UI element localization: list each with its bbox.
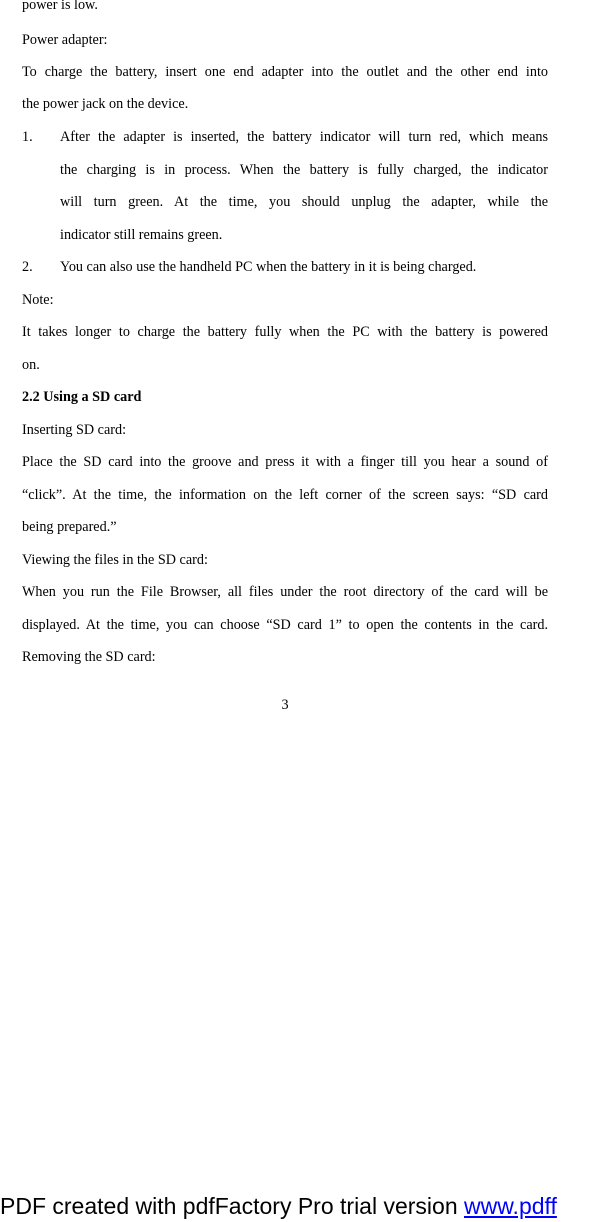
text-line: being prepared.” bbox=[22, 519, 117, 535]
text-line: Note: bbox=[22, 292, 54, 308]
text-line: Place the SD card into the groove and press it with a finger till you hear a sound of bbox=[22, 454, 548, 470]
section-heading: 2.2 Using a SD card bbox=[22, 389, 142, 405]
list-item-text: the charging is in process. When the battery is fully charged, the indicator bbox=[60, 162, 548, 178]
text-line: It takes longer to charge the battery fully when the PC with the battery is powered bbox=[22, 324, 548, 340]
text-line: To charge the battery, insert one end adapter into the outlet and the other end into bbox=[22, 64, 548, 80]
text-line: “click”. At the time, the information on the left corner of the screen says: “SD card bbox=[22, 487, 548, 503]
list-item-text: indicator still remains green. bbox=[60, 227, 223, 243]
text-line: Viewing the files in the SD card: bbox=[22, 552, 208, 568]
page-number: 3 bbox=[281, 697, 289, 713]
text-line: Inserting SD card: bbox=[22, 422, 127, 438]
text-line: When you run the File Browser, all files under the root directory of the card will be bbox=[22, 584, 548, 600]
text-line: power is low. bbox=[22, 0, 98, 13]
text-line: on. bbox=[22, 357, 40, 373]
list-number: 2. bbox=[22, 259, 33, 275]
list-item-text: You can also use the handheld PC when the battery in it is being charged. bbox=[60, 259, 477, 275]
list-item-text: After the adapter is inserted, the battery indicator will turn red, which means bbox=[60, 129, 548, 145]
footer-link[interactable]: www.pdff bbox=[464, 1193, 557, 1219]
list-item-text: will turn green. At the time, you should unplug the adapter, while the bbox=[60, 194, 548, 210]
text-line: the power jack on the device. bbox=[22, 96, 189, 112]
pdf-footer-banner bbox=[0, 1191, 608, 1222]
footer-text: PDF created with pdfFactory Pro trial version bbox=[0, 1193, 464, 1219]
text-line: Power adapter: bbox=[22, 32, 108, 48]
text-line: displayed. At the time, you can choose “SD card 1” to open the contents in the card. bbox=[22, 617, 548, 633]
text-line: Removing the SD card: bbox=[22, 649, 156, 665]
list-number: 1. bbox=[22, 129, 33, 145]
